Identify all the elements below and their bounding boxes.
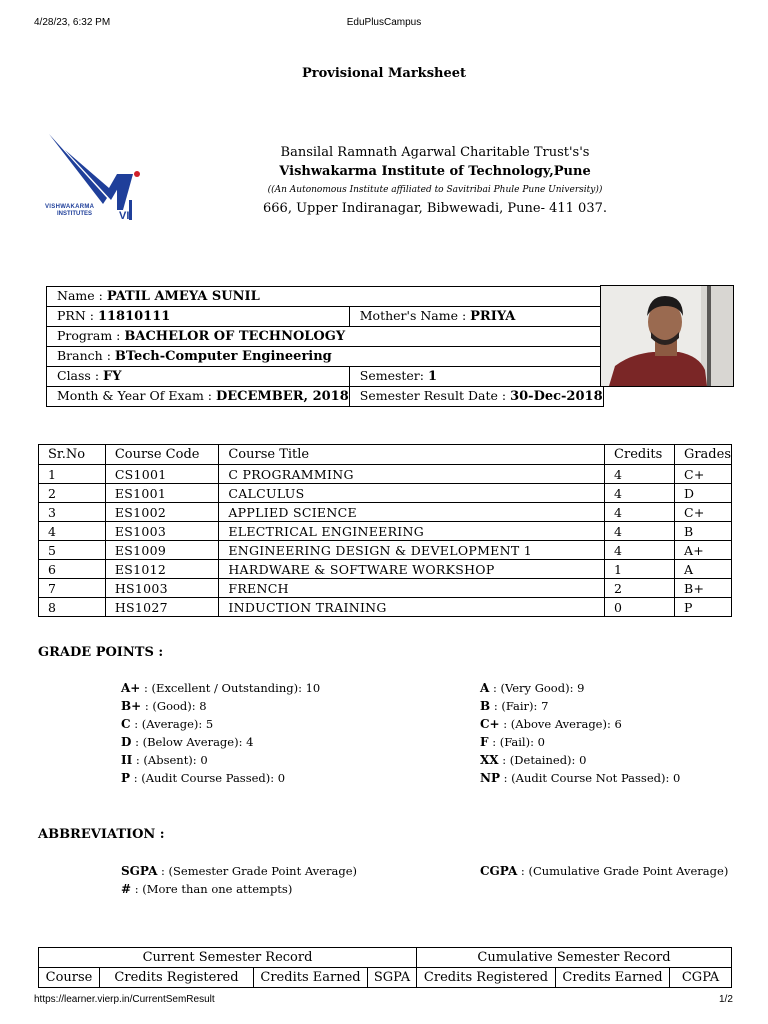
cell-course-title: FRENCH <box>219 579 605 598</box>
grade-point-item <box>121 771 285 785</box>
student-photo-icon <box>601 286 733 386</box>
cell-course-code: ES1002 <box>105 503 219 522</box>
cell-srno: 2 <box>39 484 106 503</box>
table-row <box>39 522 732 541</box>
branch-cell <box>47 347 604 367</box>
cell-credits: 2 <box>605 579 675 598</box>
grade-desc: : (Below Average): 4 <box>135 735 254 749</box>
cell-grade: B <box>674 522 731 541</box>
grade-code: D <box>121 735 132 749</box>
grade-point-item <box>121 735 253 749</box>
grade-desc: : (Detained): 0 <box>502 753 587 767</box>
col-header-grades: Grades <box>674 445 731 465</box>
col-cum-credits-registered: Credits Registered <box>417 968 556 988</box>
grade-desc: : (Audit Course Passed): 0 <box>133 771 286 785</box>
branch-label: Branch : <box>57 348 111 363</box>
grade-point-item <box>121 699 207 713</box>
table-row <box>39 560 732 579</box>
grade-code: II <box>121 753 133 767</box>
cumulative-semester-record-header: Cumulative Semester Record <box>417 948 732 968</box>
semester-record-group-row <box>39 948 732 968</box>
cell-course-code: ES1012 <box>105 560 219 579</box>
grade-point-item <box>121 717 213 731</box>
page-title: Provisional Marksheet <box>301 66 467 81</box>
col-credits-registered: Credits Registered <box>100 968 254 988</box>
cell-course-title: HARDWARE & SOFTWARE WORKSHOP <box>219 560 605 579</box>
grade-code: B+ <box>121 699 142 713</box>
cell-credits: 0 <box>605 598 675 617</box>
semester-record-table <box>38 947 732 988</box>
grade-desc: : (Absent): 0 <box>135 753 208 767</box>
grade-code: B <box>480 699 491 713</box>
cell-srno: 5 <box>39 541 106 560</box>
cell-credits: 4 <box>605 541 675 560</box>
table-row <box>39 503 732 522</box>
result-date-label: Semester Result Date : <box>359 388 507 403</box>
courses-table <box>38 444 732 617</box>
grade-point-item <box>121 681 320 695</box>
grade-code: XX <box>480 753 499 767</box>
class-value: FY <box>103 369 122 384</box>
table-row <box>39 598 732 617</box>
col-header-srno: Sr.No <box>39 445 106 465</box>
abbr-desc: : (Semester Grade Point Average) <box>161 864 357 878</box>
cell-course-title: C PROGRAMMING <box>219 465 605 484</box>
cell-srno: 3 <box>39 503 106 522</box>
institute-affiliation: ((An Autonomous Institute affiliated to Savitribai Phule Pune University)) <box>267 185 603 195</box>
cell-course-title: ENGINEERING DESIGN & DEVELOPMENT 1 <box>219 541 605 560</box>
grade-point-item <box>480 753 586 767</box>
prn-label: PRN : <box>57 308 94 323</box>
cell-credits: 1 <box>605 560 675 579</box>
grade-desc: : (Audit Course Not Passed): 0 <box>503 771 681 785</box>
cell-grade: D <box>674 484 731 503</box>
col-header-course-code: Course Code <box>105 445 219 465</box>
grade-code: C <box>121 717 131 731</box>
print-site-name: EduPlusCampus <box>346 17 422 28</box>
cell-grade: C+ <box>674 465 731 484</box>
table-row <box>39 465 732 484</box>
cell-srno: 8 <box>39 598 106 617</box>
print-datetime: 4/28/23, 6:32 PM <box>34 17 111 28</box>
grade-desc: : (Very Good): 9 <box>492 681 585 695</box>
table-row <box>39 541 732 560</box>
student-info-table <box>46 286 604 407</box>
cell-srno: 6 <box>39 560 106 579</box>
class-label: Class : <box>57 368 100 383</box>
grade-point-item <box>480 681 584 695</box>
logo-monogram: VI <box>119 210 130 222</box>
col-header-credits: Credits <box>605 445 675 465</box>
semester-value: 1 <box>427 369 438 384</box>
cell-grade: P <box>674 598 731 617</box>
grade-point-item <box>480 717 622 731</box>
abbr-code: SGPA <box>121 864 158 878</box>
student-name: PATIL AMEYA SUNIL <box>106 289 260 304</box>
cell-credits: 4 <box>605 503 675 522</box>
cell-credits: 4 <box>605 465 675 484</box>
semester-cell <box>349 367 603 387</box>
grade-point-item <box>480 699 548 713</box>
program-value: BACHELOR OF TECHNOLOGY <box>124 329 346 344</box>
prn-value: 11810111 <box>97 309 171 324</box>
cell-srno: 4 <box>39 522 106 541</box>
grade-point-item <box>121 753 208 767</box>
program-cell <box>47 327 604 347</box>
student-name-cell <box>47 287 604 307</box>
branch-value: BTech-Computer Engineering <box>114 349 332 364</box>
grade-code: C+ <box>480 717 500 731</box>
cell-course-title: INDUCTION TRAINING <box>219 598 605 617</box>
table-row <box>39 579 732 598</box>
exam-label: Month & Year Of Exam : <box>57 388 212 403</box>
col-course: Course <box>39 968 100 988</box>
col-header-course-title: Course Title <box>219 445 605 465</box>
abbreviation-item <box>121 864 357 878</box>
grade-code: A <box>480 681 490 695</box>
grade-code: A+ <box>121 681 141 695</box>
current-semester-record-header: Current Semester Record <box>39 948 417 968</box>
class-cell <box>47 367 350 387</box>
grade-desc: : (Average): 5 <box>134 717 214 731</box>
result-date-cell <box>349 387 603 407</box>
table-row <box>39 484 732 503</box>
grade-desc: : (Fail): 0 <box>492 735 545 749</box>
cell-course-title: ELECTRICAL ENGINEERING <box>219 522 605 541</box>
abbr-code: CGPA <box>480 864 518 878</box>
grade-code: P <box>121 771 131 785</box>
grade-code: F <box>480 735 489 749</box>
student-photo <box>600 285 734 387</box>
cell-course-code: ES1001 <box>105 484 219 503</box>
grade-desc: : (Excellent / Outstanding): 10 <box>144 681 321 695</box>
institute-logo <box>45 130 145 226</box>
grade-code: NP <box>480 771 500 785</box>
print-url: https://learner.vierp.in/CurrentSemResult <box>34 994 215 1005</box>
cell-credits: 4 <box>605 522 675 541</box>
abbreviation-heading: ABBREVIATION : <box>38 827 165 842</box>
cell-srno: 1 <box>39 465 106 484</box>
grade-desc: : (Fair): 7 <box>493 699 549 713</box>
semester-record-columns-row <box>39 968 732 988</box>
institute-name: Vishwakarma Institute of Technology,Pune <box>279 164 591 179</box>
cell-course-code: CS1001 <box>105 465 219 484</box>
cell-grade: C+ <box>674 503 731 522</box>
courses-header-row <box>39 445 732 465</box>
cell-course-code: HS1003 <box>105 579 219 598</box>
col-cgpa: CGPA <box>670 968 732 988</box>
cell-grade: A <box>674 560 731 579</box>
name-label: Name : <box>57 288 103 303</box>
abbreviation-item <box>121 882 292 896</box>
program-label: Program : <box>57 328 121 343</box>
col-sgpa: SGPA <box>368 968 417 988</box>
semester-label: Semester: <box>359 368 424 383</box>
cell-grade: A+ <box>674 541 731 560</box>
cell-credits: 4 <box>605 484 675 503</box>
cell-course-title: APPLIED SCIENCE <box>219 503 605 522</box>
abbreviation-item <box>480 864 728 878</box>
grade-point-item <box>480 735 545 749</box>
institute-address: 666, Upper Indiranagar, Bibwewadi, Pune- 411 037. <box>263 201 607 216</box>
grade-point-item <box>480 771 680 785</box>
abbr-desc: : (Cumulative Grade Point Average) <box>520 864 729 878</box>
print-page-number: 1/2 <box>719 994 733 1005</box>
mother-name-label: Mother's Name : <box>359 308 467 323</box>
mother-name-cell <box>349 307 603 327</box>
cell-course-code: ES1003 <box>105 522 219 541</box>
abbr-code: # <box>121 882 132 896</box>
col-credits-earned: Credits Earned <box>254 968 368 988</box>
cell-course-code: ES1009 <box>105 541 219 560</box>
result-date-value: 30-Dec-2018 <box>510 389 603 404</box>
cell-grade: B+ <box>674 579 731 598</box>
grade-desc: : (Above Average): 6 <box>503 717 622 731</box>
exam-value: DECEMBER, 2018 <box>215 389 349 404</box>
grade-points-heading: GRADE POINTS : <box>38 645 164 660</box>
grade-desc: : (Good): 8 <box>144 699 207 713</box>
logo-text-institutes: INSTITUTES <box>57 211 93 217</box>
abbr-desc: : (More than one attempts) <box>134 882 293 896</box>
mother-name-value: PRIYA <box>470 309 516 324</box>
cell-course-title: CALCULUS <box>219 484 605 503</box>
logo-text-vishwakarma: VISHWAKARMA <box>45 204 95 210</box>
cell-srno: 7 <box>39 579 106 598</box>
institute-trust: Bansilal Ramnath Agarwal Charitable Trust's's <box>280 145 590 160</box>
col-cum-credits-earned: Credits Earned <box>556 968 670 988</box>
cell-course-code: HS1027 <box>105 598 219 617</box>
prn-cell <box>47 307 350 327</box>
exam-cell <box>47 387 350 407</box>
